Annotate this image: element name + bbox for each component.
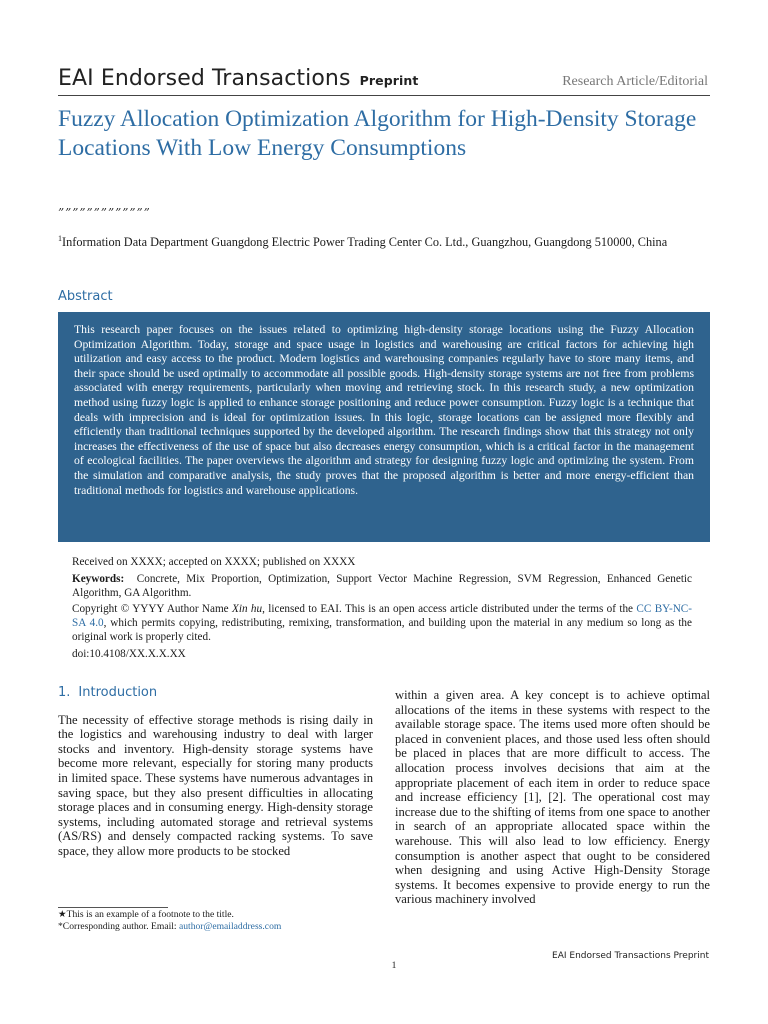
section-heading-introduction (58, 686, 373, 701)
preprint-label: Preprint (359, 73, 419, 88)
journal-name: EAI Endorsed Transactions Preprint (58, 66, 419, 91)
asterisk-icon: * (58, 921, 63, 932)
keywords-label: Keywords: (72, 572, 125, 585)
journal-header (58, 64, 710, 98)
affiliation (58, 231, 710, 250)
affiliation-marker: 1 (58, 234, 62, 243)
intro-paragraph-left: The necessity of effective storage methods is rising daily in the logistics and warehousing industry to deal with larger stocks and inventory. High-density storage systems have become more relevant, especially for storing many products in limited space. These systems have numerous advantages in saving space, but they also present difficulties in allocating storage places and in consuming energy. High-density storage systems, including automated storage and retrieval systems (AS/RS) and densely compacted racking systems. To save space, they allow more products to be stocked (58, 712, 373, 858)
right-column (395, 688, 710, 907)
copyright-author: Xin hu (232, 603, 263, 616)
copyright: Copyright © YYYY Author Name Xin hu, licensed to EAI. This is an open access article distributed under the terms of the CC BY-NC-SA 4.0, which permits copying, redistributing, remixing, transformation, and building upon the material in any medium so long as the original work is properly cited. (72, 603, 692, 643)
abstract-heading: Abstract (58, 289, 113, 304)
received-dates: Received on XXXX; accepted on XXXX; published on XXXX (72, 556, 356, 568)
keywords (72, 573, 692, 601)
article-type: Research Article/Editorial (562, 74, 708, 89)
abstract-text: This research paper focuses on the issues related to optimizing high-density storage locations using the Fuzzy Allocation Optimization Algorithm. Today, storage and space usage in logistics and warehousing are critical factors for achieving high utilization and easy access to the product. Modern logistics and warehousing companies regularly have to store many items, and their space should be used optimally to accommodate all possible goods. High-density storage systems are not free from problems associated with energy requirements, particularly when moving and retrieving stock. In this research study, a new optimization method using fuzzy logic is applied to enhance storage positioning and reduce power consumption. Fuzzy logic is a technique that deals with imprecision and is ideal for optimization issues. In this logic, storage locations can be assigned more flexibly and efficiently than traditional techniques supported by the developed algorithm. The research findings show that this strategy not only increases the effectiveness of the use of space but also decreases energy consumption, which is a critical factor in the management of ecological facilities. The paper overviews the algorithm and strategy for designing fuzzy logic and optimizing the system. From the simulation and comparative analysis, the study proves that the proposed algorithm is better and more energy-efficient than traditional methods for logistics and warehouse applications. (74, 323, 694, 497)
section-title: Introduction (78, 685, 158, 700)
footnote-rule (58, 907, 168, 908)
author-list: ””””””””””””” (58, 206, 151, 220)
star-icon: ★ (58, 909, 67, 920)
section-number: 1. (58, 685, 71, 700)
article-metadata (72, 556, 692, 665)
keywords-text: Concrete, Mix Proportion, Optimization, Support Vector Machine Regression, SVM Regression, Enhanced Genetic Algorithm, GA Algorithm. (72, 572, 692, 599)
page-number: 1 (391, 961, 397, 971)
corresponding-author-note: *Corresponding author. Email: author@emailaddress.com (58, 921, 282, 932)
author-email-link[interactable]: author@emailaddress.com (178, 921, 282, 932)
abstract-box (58, 312, 710, 542)
left-column (58, 686, 373, 859)
footnotes (58, 909, 281, 933)
license-link[interactable]: CC BY-NC-SA 4.0 (72, 603, 692, 630)
paper-title: Fuzzy Allocation Optimization Algorithm for High-Density Storage Locations With Low Energy Consumptions (58, 106, 697, 161)
header-rule (58, 95, 710, 96)
footer-journal: EAI Endorsed Transactions Preprint (552, 951, 709, 961)
title-footnote: ★This is an example of a footnote to the title. (58, 909, 234, 920)
intro-paragraph-right: within a given area. A key concept is to achieve optimal allocations of the items in these systems with respect to the available storage space. The items used more often should be placed in convenient places, and those used less often should be placed in places that are more difficult to access. The allocation process involves decisions that aim at the appropriate placement of each item in order to reduce space and increase efficiency [1], [2]. The operational cost may increase due to the shifting of items from one space to another in search of an appropriate allocated space within the warehouse. This will also lead to low efficiency. Energy consumption is another aspect that ought to be considered when designing and using Active High-Density Storage systems. It becomes expensive to provide energy to run the various machinery involved (395, 688, 710, 907)
affiliation-text: Information Data Department Guangdong Electric Power Trading Center Co. Ltd., Guangzhou, Guangdong 510000, China (62, 235, 668, 250)
doi: doi:10.4108/XX.X.X.XX (72, 647, 186, 660)
